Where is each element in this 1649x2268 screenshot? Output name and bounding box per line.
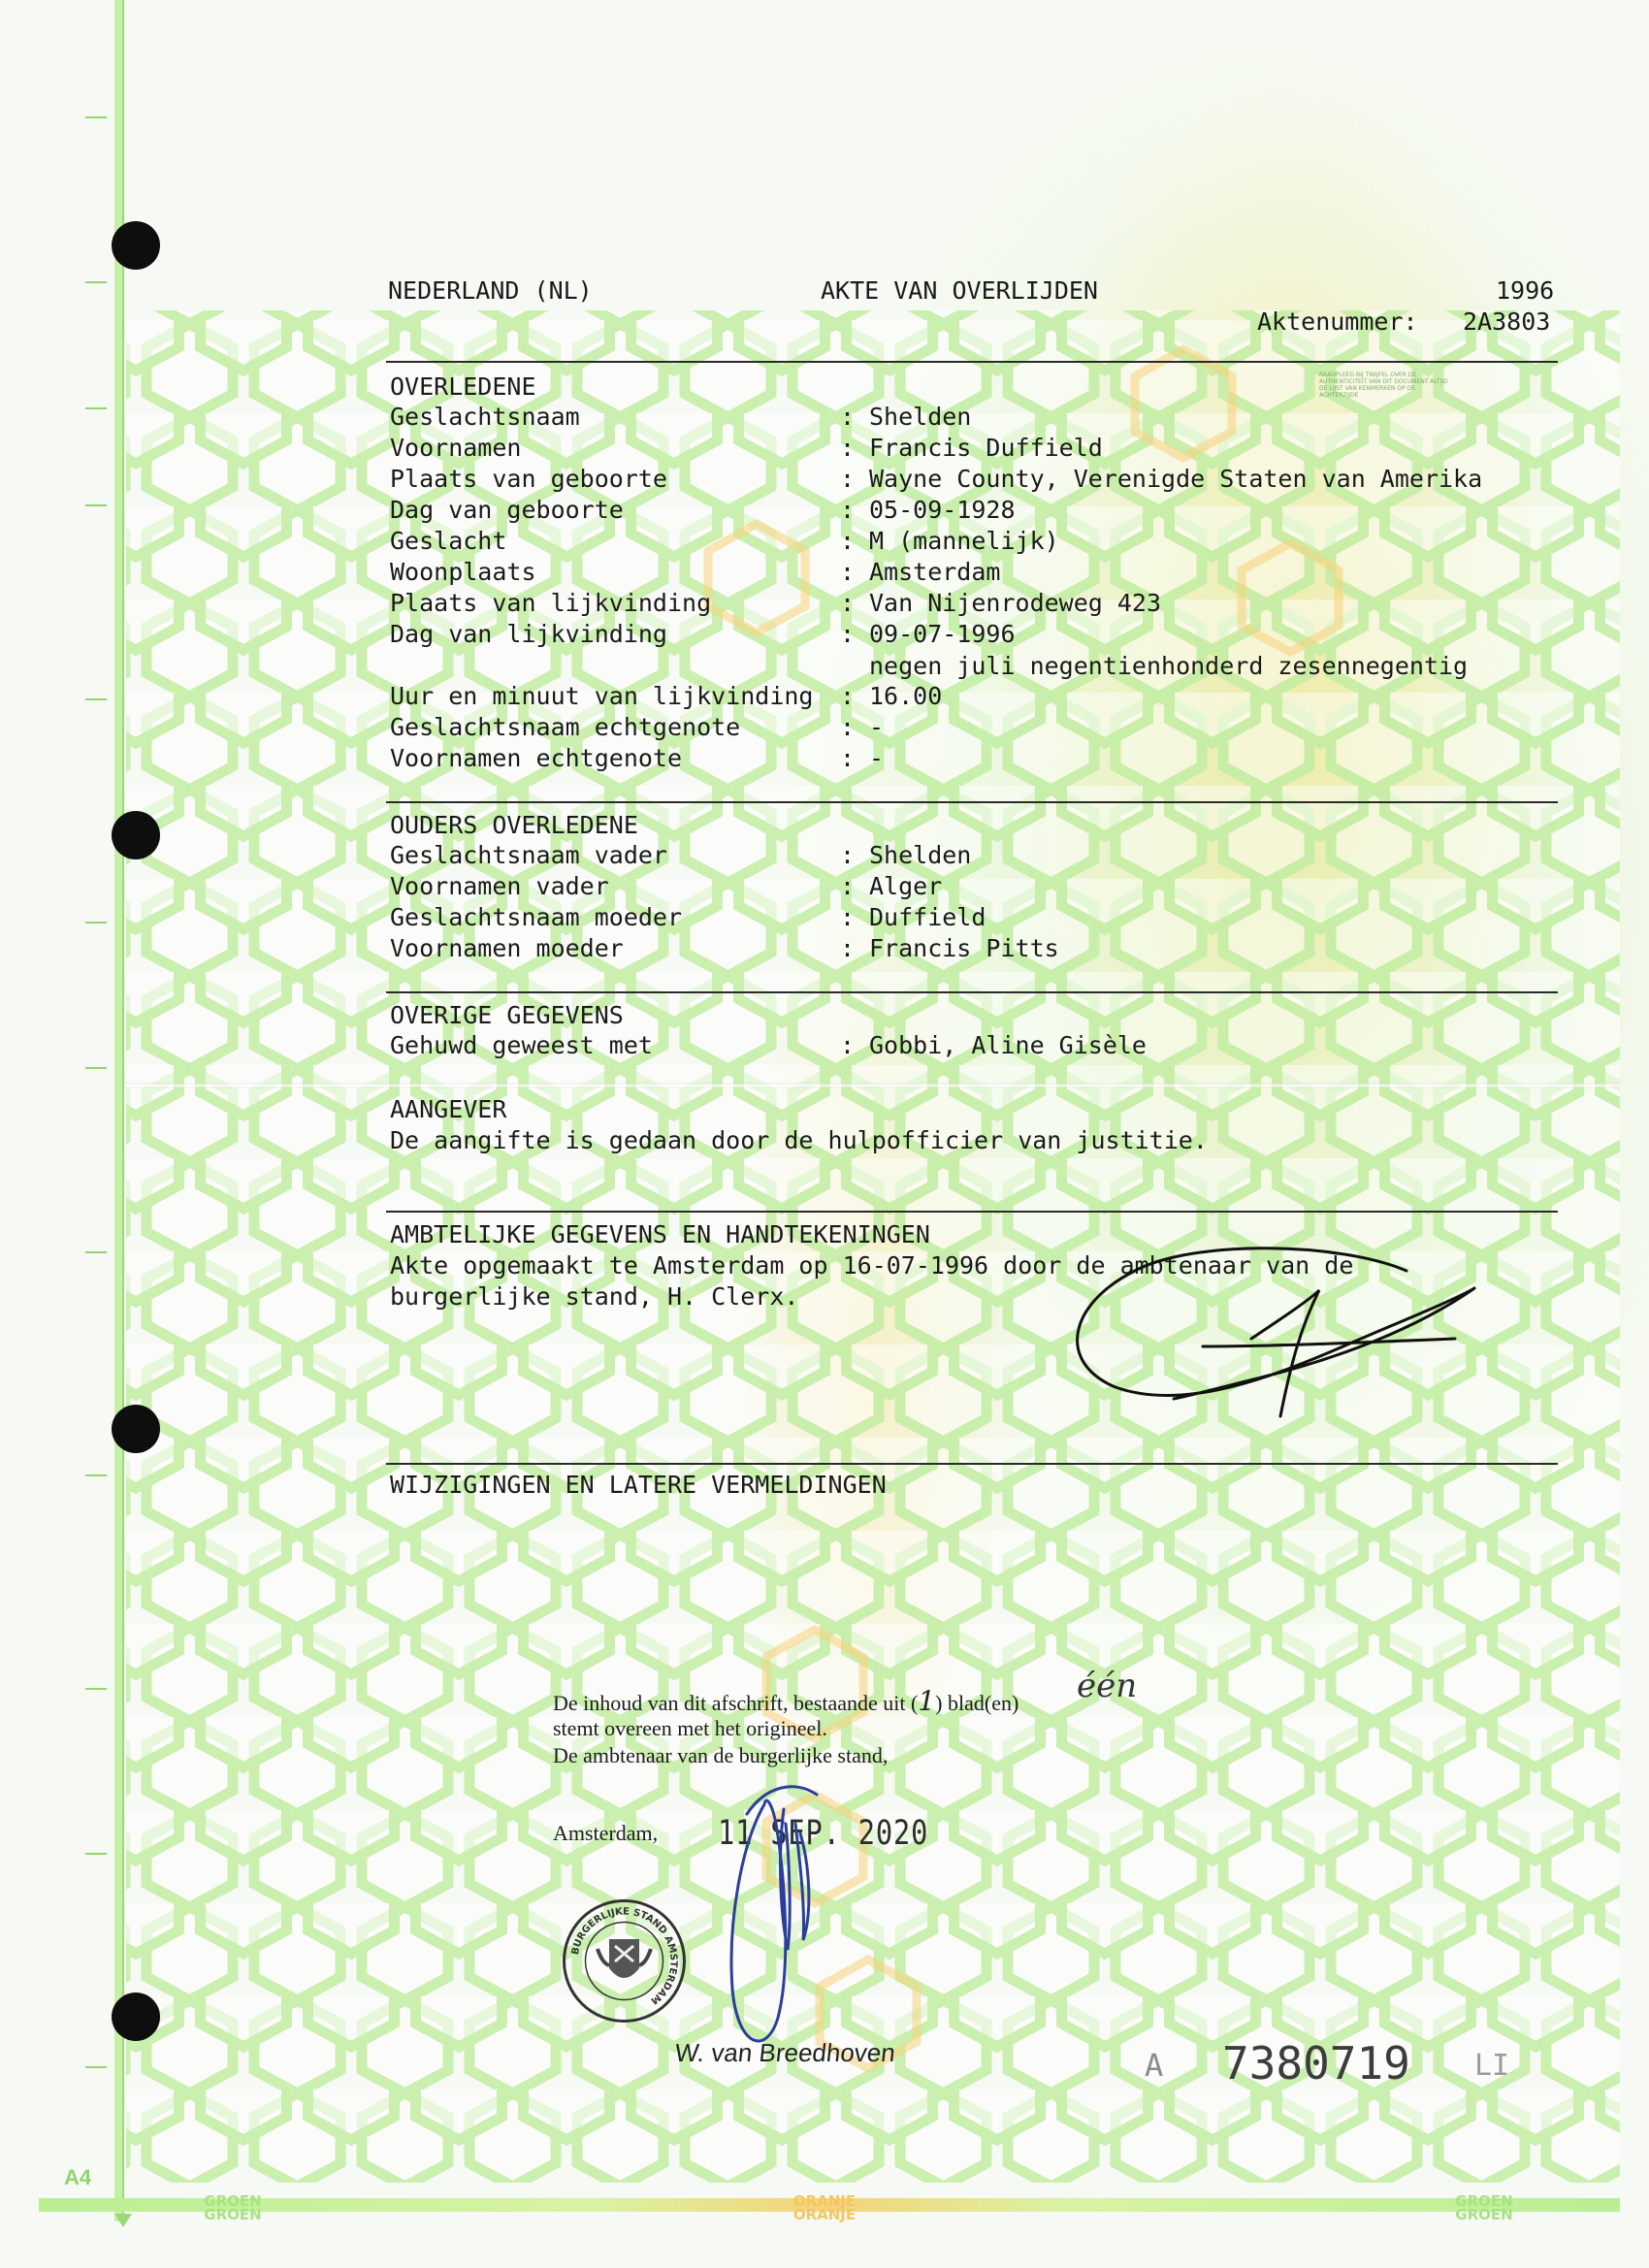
official-signature [708, 1766, 854, 2076]
serial-value: 7380719 [1222, 2037, 1410, 2090]
section-divider [386, 991, 1558, 993]
aktenummer-value: 2A3803 [1463, 308, 1551, 336]
field-label: Voornamen [390, 434, 522, 462]
sheet-count: 1 [918, 1685, 936, 1717]
field-label: Voornamen moeder [390, 934, 624, 962]
field-label: Geslachtsnaam moeder [390, 903, 683, 931]
field-label: Plaats van lijkvinding [390, 589, 712, 617]
field-value: Gobbi, Aline Gisèle [869, 1031, 1147, 1059]
margin-tick [85, 1067, 107, 1069]
date-in-words: negen juli negentienhonderd zesennegentig [869, 652, 1469, 680]
left-border-line [122, 0, 124, 2221]
section-heading-ambtelijke: AMBTELIJKE GEGEVENS EN HANDTEKENINGEN [390, 1220, 930, 1248]
field-value: 16.00 [869, 682, 943, 710]
certification-date-stamp: 11 SEP. 2020 [718, 1814, 929, 1853]
field-label: Geslachtsnaam [390, 403, 580, 431]
field-label: Voornamen vader [390, 872, 609, 900]
section-divider [386, 1211, 1558, 1213]
registrar-signature [1048, 1232, 1504, 1426]
field-label: Dag van lijkvinding [390, 620, 667, 648]
field-value: Francis Pitts [869, 934, 1059, 962]
section-divider [386, 361, 1558, 363]
field-label: Dag van geboorte [390, 496, 624, 524]
margin-tick [85, 922, 107, 923]
field-value: - [869, 744, 885, 772]
document-title: AKTE VAN OVERLIJDEN [821, 276, 1098, 305]
aktenummer-label: Aktenummer: [1257, 308, 1418, 336]
field-value: Amsterdam [869, 558, 1001, 586]
margin-tick [85, 407, 107, 409]
punch-hole [112, 221, 160, 270]
field-value: 05-09-1928 [869, 496, 1016, 524]
field-label: Gehuwd geweest met [390, 1031, 653, 1059]
field-value: Shelden [869, 841, 972, 869]
serial-prefix: A [1145, 2047, 1164, 2084]
field-label: Woonplaats [390, 558, 536, 586]
certification-place: Amsterdam, [553, 1821, 659, 1845]
certification-line-3: De ambtenaar van de burgerlijke stand, [553, 1743, 889, 1767]
field-value: Francis Duffield [869, 434, 1103, 462]
ambtelijke-line-2: burgerlijke stand, H. Clerx. [390, 1282, 799, 1311]
section-heading-ouders: OUDERS OVERLEDENE [390, 811, 638, 839]
margin-tick [85, 1853, 107, 1855]
margin-tick [85, 116, 107, 118]
punch-hole [112, 1993, 160, 2041]
section-heading-wijzigingen: WIJZIGINGEN EN LATERE VERMELDINGEN [390, 1471, 887, 1499]
left-border-band [114, 0, 122, 2221]
field-label: Geslachtsnaam vader [390, 841, 667, 869]
color-label-middle: ORANJE ORANJE [792, 2192, 857, 2223]
field-value: - [869, 713, 885, 741]
margin-tick [85, 698, 107, 700]
field-label: Voornamen echtgenote [390, 744, 683, 772]
field-label: Uur en minuut van lijkvinding [390, 682, 814, 710]
color-label-right: GROEN GROEN [1455, 2192, 1513, 2223]
field-label: Geslachtsnaam echtgenote [390, 713, 741, 741]
ambtelijke-line-1: Akte opgemaakt te Amsterdam op 16-07-1996 door de ambtenaar van de [390, 1251, 1354, 1280]
paper-fold [124, 1083, 1620, 1088]
punch-hole [112, 1405, 160, 1453]
margin-tick [85, 1688, 107, 1690]
triangle-marker-icon [114, 2214, 132, 2227]
country-label: NEDERLAND (NL) [388, 276, 593, 305]
color-label-left: GROEN GROEN [204, 2192, 262, 2223]
section-heading-aangever: AANGEVER [390, 1095, 507, 1123]
field-value: M (mannelijk) [869, 527, 1059, 555]
field-value: Van Nijenrodeweg 423 [869, 589, 1162, 617]
certification-line-2: stemt overeen met het origineel. [553, 1716, 827, 1740]
margin-tick [85, 2066, 107, 2068]
death-certificate-page: NEDERLAND (NL) AKTE VAN OVERLIJDEN 1996 Aktenummer: 2A3803 RAADPLEEG BIJ TWIJFEL OVER DE AUTHENTICITEIT VAN DIT DOCUMENT ALTIJD DE LIJST VAN KENMERKEN OP DE ACHTERZIJDE OVERLEDENE Geslachtsnaam : Shelden Voornamen : Francis Duffield Plaats van geboorte : Wayne County, Verenigde Staten van Amerika Dag van geboorte : 05-09-1928 Geslacht : M (mannelijk) Woonplaats : Amsterdam Plaats van lijkvinding : Van Nijenrodeweg 423 Dag van lijkvinding : 09-07-1996 negen juli negentienhonderd zesennegentig Uur en minuut van lijkvinding : 16.00 Geslachtsnaam echtgenote : - Voornamen echtgenote : - OUDERS OVERLEDENE Geslachtsnaam vader : Shelden Voornamen vader : Alger Geslachtsnaam moeder : Duffield Voornamen moeder : Francis Pitts OVERIGE GEGEVENS Gehuwd geweest met : Gobbi, Aline Gisèle AANGEVER De aangifte is gedaan door de hulpofficier van justitie. AMBTELIJKE GEGEVENS EN HANDTEKENINGEN Akte opgemaakt te Amsterdam op 16-07-1996 door de ambtenaar van de burgerlijke stand, H. Clerx. WIJZIGINGEN EN LATERE VERMELDINGEN De inhoud van dit afschrift, bestaande uit (1) blad(en) één stemt overeen met het origineel. De ambtenaar van de burgerlijke stand, Amsterdam, 11 SEP. 2020 BURGERLIJKE STAND AMSTERDAM W. van Breedhoven A 7380719 LI A4 GROEN GROEN ORANJE ORANJE GROEN GROEN [0, 0, 1649, 2268]
section-heading-overige: OVERIGE GEGEVENS [390, 1001, 624, 1029]
section-heading-overledene: OVERLEDENE [390, 373, 536, 401]
municipal-seal [559, 1895, 690, 2026]
serial-suffix: LI [1474, 2049, 1510, 2083]
aangever-text: De aangifte is gedaan door de hulpofficier van justitie. [390, 1126, 1208, 1154]
field-value: Alger [869, 872, 943, 900]
field-label: Geslacht [390, 527, 507, 555]
punch-hole [112, 811, 160, 859]
margin-tick [85, 1474, 107, 1476]
field-value: Duffield [869, 903, 986, 931]
certification-line-1: De inhoud van dit afschrift, bestaande uit (1) blad(en) [553, 1685, 1019, 1717]
field-label: Plaats van geboorte [390, 465, 667, 493]
section-divider [386, 1463, 1558, 1465]
field-value: Wayne County, Verenigde Staten van Amerika [869, 465, 1483, 493]
field-value: Shelden [869, 403, 972, 431]
section-divider [386, 801, 1558, 803]
document-year: 1996 [1496, 276, 1555, 305]
paper-size-label: A4 [64, 2165, 92, 2189]
svg-text:BURGERLIJKE STAND AMSTERDAM: BURGERLIJKE STAND AMSTERDAM [569, 1906, 679, 2006]
margin-tick [85, 281, 107, 283]
field-value: 09-07-1996 [869, 620, 1016, 648]
official-name: W. van Breedhoven [673, 2038, 897, 2067]
authenticity-note: RAADPLEEG BIJ TWIJFEL OVER DE AUTHENTICITEIT VAN DIT DOCUMENT ALTIJD DE LIJST VAN KENMERKEN OP DE ACHTERZIJDE [1319, 372, 1448, 399]
margin-tick [85, 1251, 107, 1253]
handwritten-count: één [1077, 1667, 1138, 1705]
margin-tick [85, 504, 107, 506]
